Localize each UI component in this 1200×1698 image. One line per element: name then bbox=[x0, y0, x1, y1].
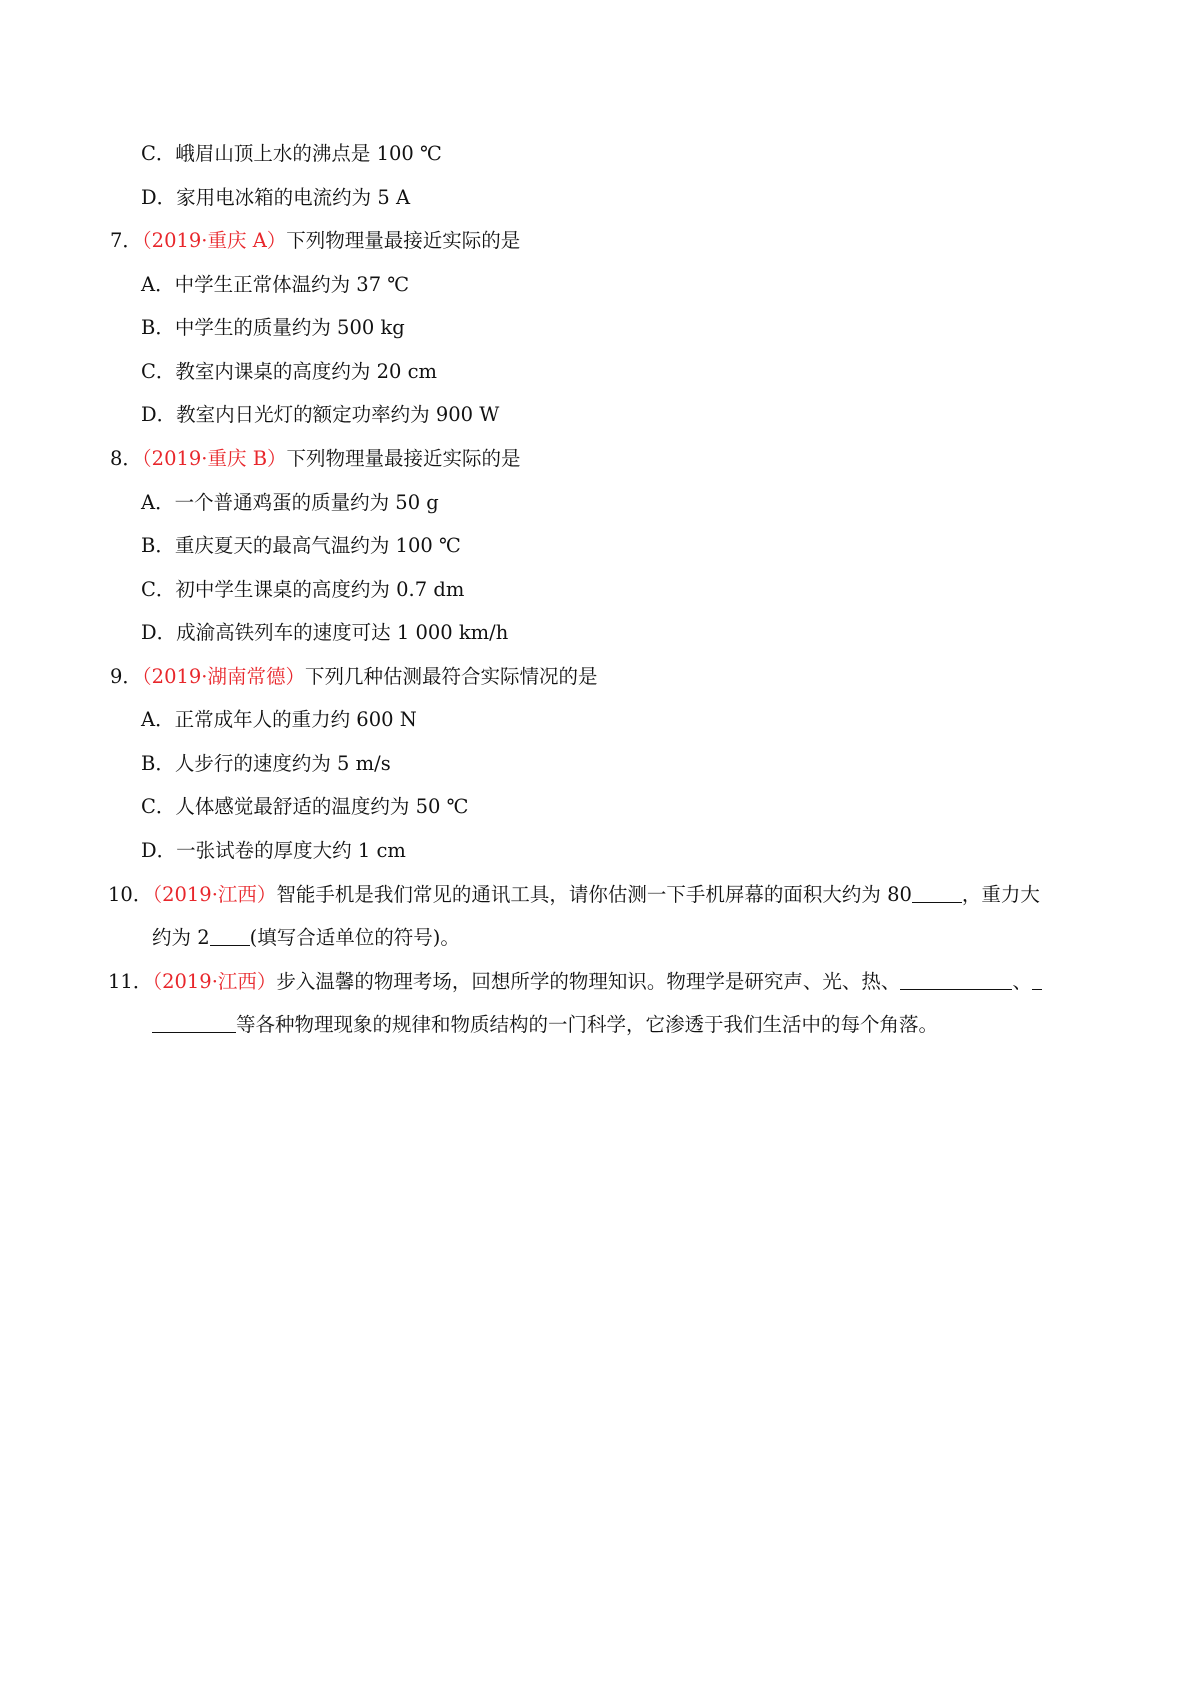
option-text: 重庆夏天的最高气温约为 100 ℃ bbox=[174, 534, 461, 557]
answer-blank-1[interactable] bbox=[900, 969, 1012, 990]
q7-option-a bbox=[141, 270, 409, 300]
question-number: 7． bbox=[110, 229, 142, 252]
q7-option-d bbox=[141, 400, 499, 430]
q11-line-2 bbox=[152, 1010, 938, 1040]
separator: 、 bbox=[1012, 970, 1032, 993]
option-text: 一个普通鸡蛋的质量约为 50 g bbox=[174, 491, 439, 514]
q8-option-b bbox=[141, 531, 461, 561]
q11-line-1 bbox=[108, 967, 1042, 997]
question-text-end: (填写合适单位的符号)。 bbox=[249, 926, 460, 949]
question-text: 等各种物理现象的规律和物质结构的一门科学，它渗透于我们生活中的每个角落。 bbox=[236, 1013, 939, 1036]
q8-option-c bbox=[141, 575, 464, 605]
option-text: 人步行的速度约为 5 m/s bbox=[174, 752, 391, 775]
option-label: D． bbox=[141, 186, 177, 209]
option-text: 峨眉山顶上水的沸点是 100 ℃ bbox=[175, 142, 442, 165]
question-number: 8． bbox=[110, 447, 142, 470]
option-label: D． bbox=[141, 403, 177, 426]
option-label: C． bbox=[141, 795, 176, 818]
option-label: B． bbox=[141, 534, 175, 557]
question-source: （2019·江西） bbox=[152, 883, 277, 906]
q7-option-b bbox=[141, 313, 405, 343]
option-text: 人体感觉最舒适的温度约为 50 ℃ bbox=[175, 795, 469, 818]
option-text: 家用电冰箱的电流约为 5 A bbox=[176, 186, 411, 209]
option-label: A． bbox=[141, 273, 175, 296]
q6-option-c bbox=[141, 139, 442, 169]
option-text: 中学生的质量约为 500 kg bbox=[174, 316, 405, 339]
q6-option-d bbox=[141, 183, 410, 213]
q10-line-2 bbox=[152, 923, 460, 953]
q9-option-b bbox=[141, 749, 391, 779]
q9-stem bbox=[110, 662, 598, 692]
q8-option-a bbox=[141, 488, 439, 518]
question-source: （2019·重庆 A） bbox=[141, 229, 287, 252]
option-label: B． bbox=[141, 316, 175, 339]
option-label: A． bbox=[141, 708, 175, 731]
question-text: 下列物理量最接近实际的是 bbox=[286, 447, 521, 470]
q9-option-a bbox=[141, 705, 417, 735]
question-text: 下列几种估测最符合实际情况的是 bbox=[305, 665, 598, 688]
question-text: 智能手机是我们常见的通讯工具，请你估测一下手机屏幕的面积大约为 80 bbox=[276, 883, 912, 906]
question-source: （2019·湖南常德） bbox=[141, 665, 305, 688]
q7-option-c bbox=[141, 357, 437, 387]
answer-blank-area-unit[interactable] bbox=[912, 882, 962, 903]
question-text: 约为 2 bbox=[152, 926, 210, 949]
question-text: 下列物理量最接近实际的是 bbox=[286, 229, 521, 252]
option-text: 成渝高铁列车的速度可达 1 000 km/h bbox=[176, 621, 509, 644]
question-number: 9． bbox=[110, 665, 142, 688]
question-text-end: ，重力大 bbox=[961, 883, 1040, 906]
q10-line-1 bbox=[108, 880, 1040, 910]
answer-blank-2-end[interactable] bbox=[152, 1012, 236, 1033]
option-label: A． bbox=[141, 491, 175, 514]
question-source: （2019·重庆 B） bbox=[141, 447, 287, 470]
answer-blank-weight-unit[interactable] bbox=[210, 925, 250, 946]
option-text: 正常成年人的重力约 600 N bbox=[174, 708, 417, 731]
question-text: 步入温馨的物理考场，回想所学的物理知识。物理学是研究声、光、热、 bbox=[276, 970, 901, 993]
option-label: C． bbox=[141, 360, 176, 383]
q8-stem bbox=[110, 444, 521, 474]
answer-blank-2-start[interactable] bbox=[1032, 969, 1042, 990]
q9-option-d bbox=[141, 836, 406, 866]
q9-option-c bbox=[141, 792, 468, 822]
question-source: （2019·江西） bbox=[152, 970, 277, 993]
question-number: 10． bbox=[108, 883, 153, 906]
option-text: 初中学生课桌的高度约为 0.7 dm bbox=[175, 578, 465, 601]
option-label: B． bbox=[141, 752, 175, 775]
option-label: C． bbox=[141, 578, 176, 601]
option-text: 中学生正常体温约为 37 ℃ bbox=[174, 273, 410, 296]
question-number: 11． bbox=[108, 970, 153, 993]
option-label: D． bbox=[141, 621, 177, 644]
option-label: D． bbox=[141, 839, 177, 862]
option-label: C． bbox=[141, 142, 176, 165]
option-text: 一张试卷的厚度大约 1 cm bbox=[176, 839, 406, 862]
q7-stem bbox=[110, 226, 520, 256]
q8-option-d bbox=[141, 618, 508, 648]
option-text: 教室内日光灯的额定功率约为 900 W bbox=[176, 403, 500, 426]
option-text: 教室内课桌的高度约为 20 cm bbox=[175, 360, 438, 383]
